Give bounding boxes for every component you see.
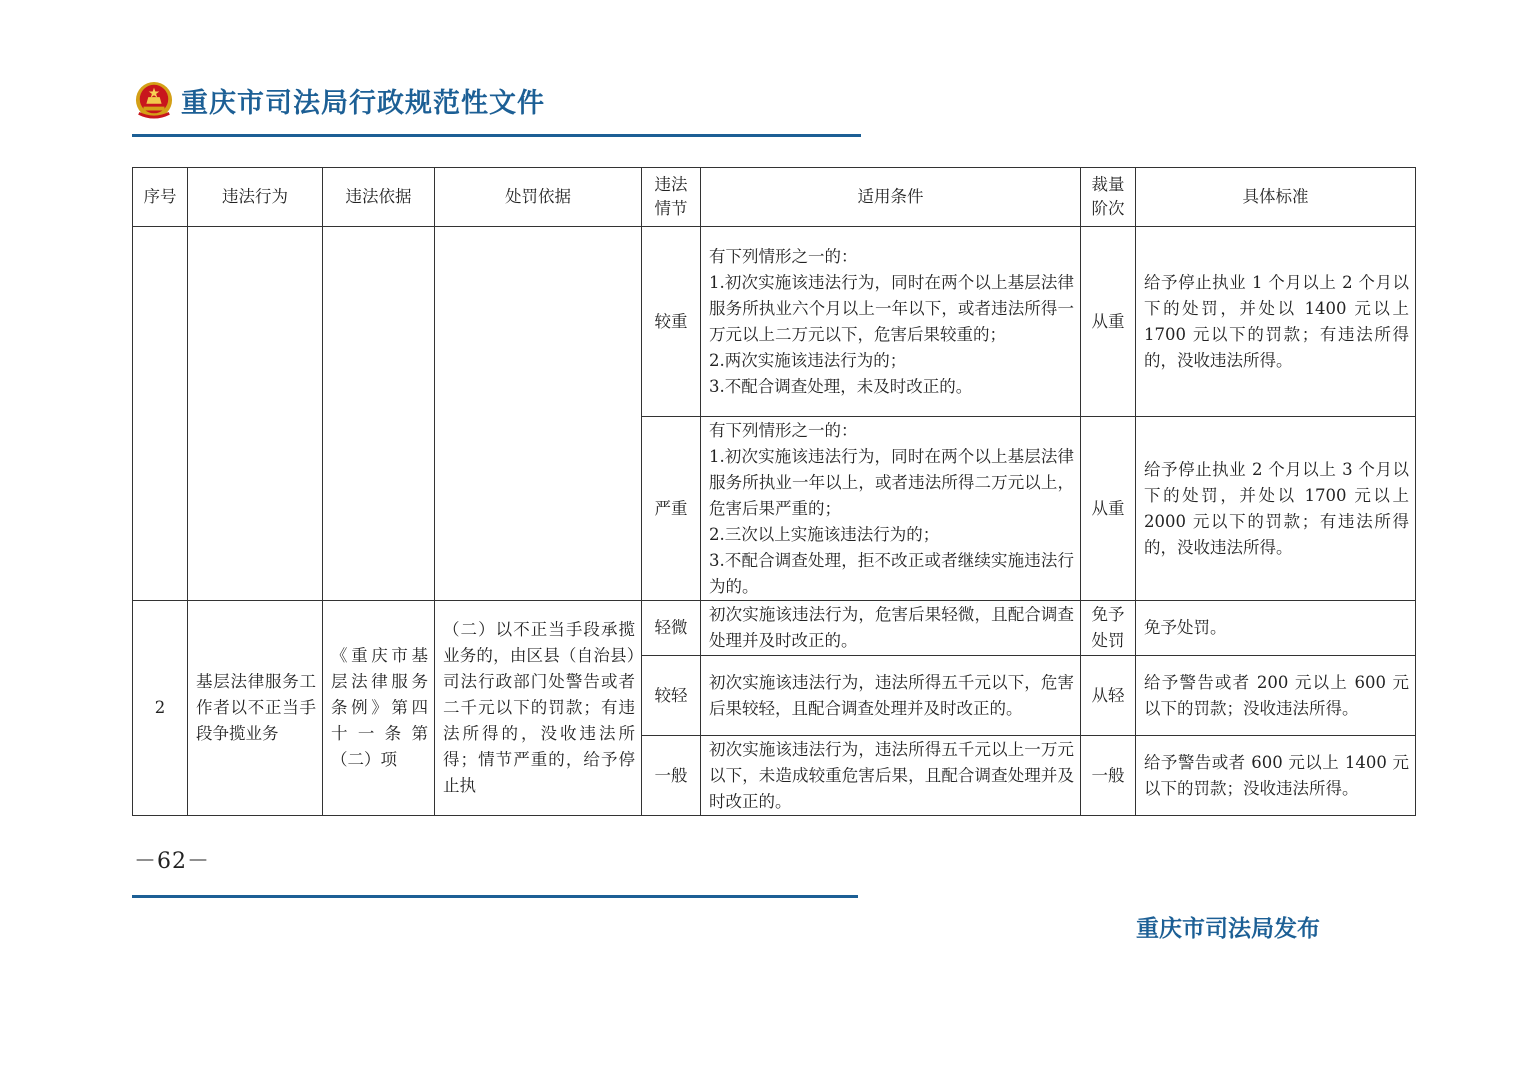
document-title: 重庆市司法局行政规范性文件 [181, 87, 545, 119]
condition-cell: 初次实施该违法行为，危害后果轻微，且配合调查处理并及时改正的。 [701, 601, 1081, 656]
circumstance-cell: 较轻 [642, 656, 701, 736]
header-cell-standard: 具体标准 [1136, 168, 1416, 227]
table-row [133, 601, 1416, 656]
standard-cell: 给予停止执业 1 个月以上 2 个月以下的处罚，并处以 1400 元以上 1700 元以下的罚款；有违法所得的，没收违法所得。 [1136, 227, 1416, 417]
standard-cell: 给予警告或者 200 元以上 600 元以下的罚款；没收违法所得。 [1136, 656, 1416, 736]
header-cell-circumstance: 违法 情节 [642, 168, 701, 227]
condition-cell: 初次实施该违法行为，违法所得五千元以上一万元以下，未造成较重危害后果，且配合调查处理并及时改正的。 [701, 736, 1081, 816]
empty-cell [188, 227, 323, 601]
header-rule [132, 134, 861, 137]
empty-cell [435, 227, 642, 601]
circumstance-cell: 较重 [642, 227, 701, 417]
header-cell-condition: 适用条件 [701, 168, 1081, 227]
empty-cell [323, 227, 435, 601]
header-cell-level: 裁量 阶次 [1081, 168, 1136, 227]
header-cell-penalty-basis: 处罚依据 [435, 168, 642, 227]
header-cell-legal-basis: 违法依据 [323, 168, 435, 227]
condition-cell: 有下列情形之一的： 1.初次实施该违法行为，同时在两个以上基层法律服务所执业六个月以上一年以下，或者违法所得一万元以上二万元以下，危害后果较重的； 2.两次实施该违法行为的； 3.不配合调查处理，未及时改正的。 [701, 227, 1081, 417]
table-row [133, 227, 1416, 417]
header-cell-number: 序号 [133, 168, 188, 227]
circumstance-cell: 严重 [642, 417, 701, 601]
level-cell: 从轻 [1081, 656, 1136, 736]
level-cell: 从重 [1081, 227, 1136, 417]
condition-cell: 初次实施该违法行为，违法所得五千元以下，危害后果较轻，且配合调查处理并及时改正的。 [701, 656, 1081, 736]
document-header [135, 78, 545, 122]
level-cell: 一般 [1081, 736, 1136, 816]
penalty-discretion-table [132, 167, 1416, 816]
empty-cell [133, 227, 188, 601]
circumstance-cell: 一般 [642, 736, 701, 816]
circumstance-cell: 轻微 [642, 601, 701, 656]
standard-cell: 给予警告或者 600 元以上 1400 元以下的罚款；没收违法所得。 [1136, 736, 1416, 816]
header-cell-violation: 违法行为 [188, 168, 323, 227]
violation-cell: 基层法律服务工作者以不正当手段争揽业务 [188, 601, 323, 816]
legal-basis-cell: 《重庆市基层法律服务条例》第四十一条第（二）项 [323, 601, 435, 816]
level-cell: 从重 [1081, 417, 1136, 601]
penalty-basis-cell: （二）以不正当手段承揽业务的，由区县（自治县）司法行政部门处警告或者二千元以下的罚款；有违法所得的，没收违法所得；情节严重的，给予停止执 [435, 601, 642, 816]
table-header-row [133, 168, 1416, 227]
footer-publisher: 重庆市司法局发布 [1136, 916, 1320, 942]
footer-rule [132, 895, 858, 898]
standard-cell: 给予停止执业 2 个月以上 3 个月以下的处罚，并处以 1700 元以上 2000 元以下的罚款；有违法所得的，没收违法所得。 [1136, 417, 1416, 601]
page-number: －62－ [134, 849, 210, 874]
condition-cell: 有下列情形之一的： 1.初次实施该违法行为，同时在两个以上基层法律服务所执业一年以上，或者违法所得二万元以上，危害后果严重的； 2.三次以上实施该违法行为的； 3.不配合调查处理，拒不改正或者继续实施违法行为的。 [701, 417, 1081, 601]
level-cell: 免予 处罚 [1081, 601, 1136, 656]
national-emblem-icon [135, 81, 173, 119]
item-number-cell: 2 [133, 601, 188, 816]
standard-cell: 免予处罚。 [1136, 601, 1416, 656]
